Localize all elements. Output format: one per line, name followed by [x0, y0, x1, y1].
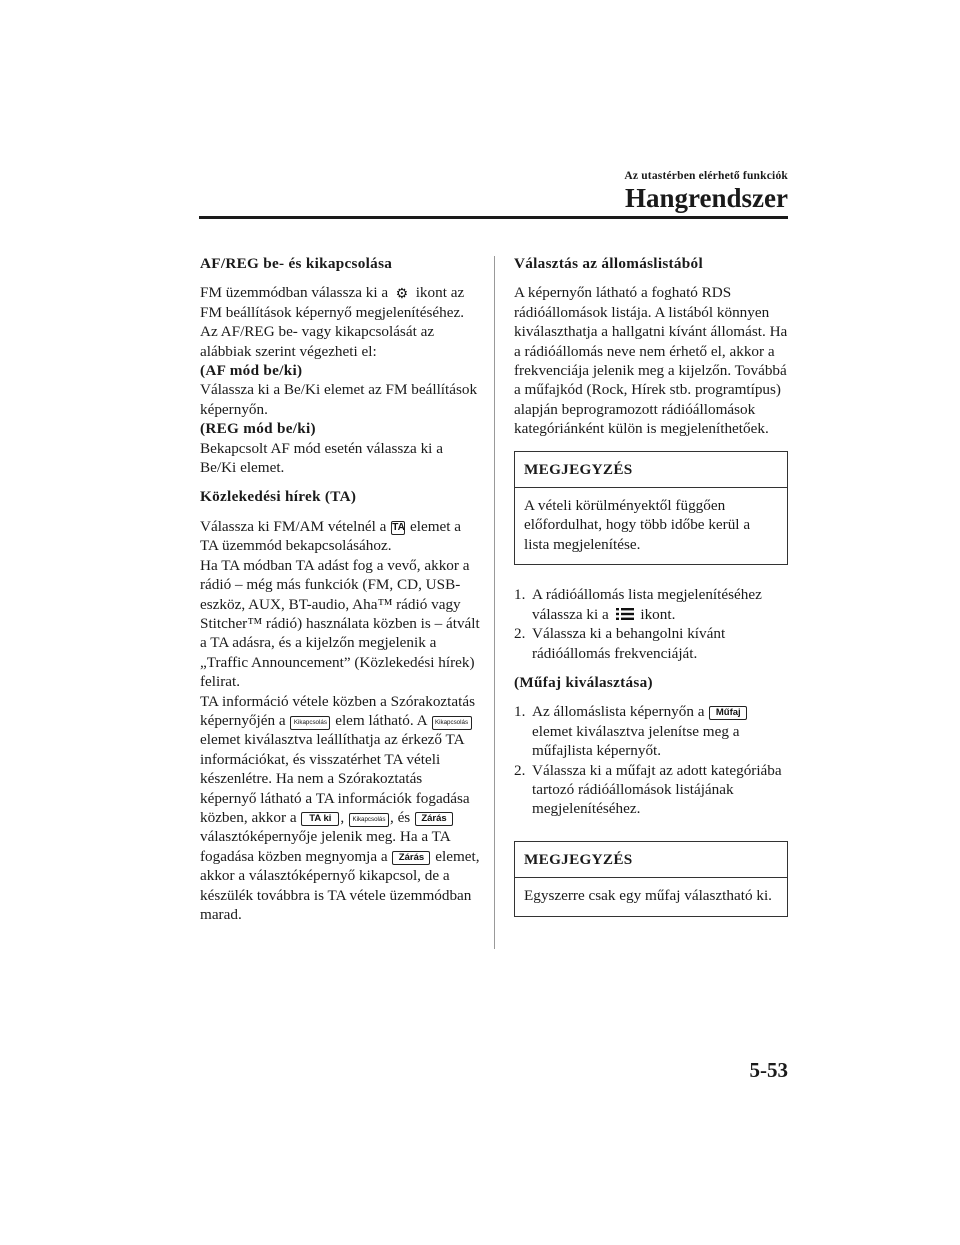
- text: FM üzemmódban válassza ki a: [200, 284, 392, 302]
- mufaj-button-icon: Műfaj: [709, 706, 747, 720]
- list-number: 1.: [514, 586, 526, 604]
- header-subtitle: Az utastérben elérhető funkciók: [624, 170, 788, 182]
- kikapcsolas-button-icon: Kikapcsolás: [349, 813, 389, 827]
- subheading-af-mode: (AF mód be/ki): [200, 362, 303, 380]
- column-divider: [494, 256, 495, 949]
- paragraph: [200, 517, 482, 556]
- list-item: [514, 585, 788, 624]
- kikapcsolas-button-icon: Kikapcsolás: [290, 716, 330, 730]
- list-text: Válassza ki a műfajt az adott kategóriába tartozó rádióállomások listájának megjelenítéséhez.: [532, 761, 782, 818]
- text: elemet a TA üzemmód bekapcsolásához.: [200, 517, 462, 555]
- text: választóképernyője jelenik meg. Ha a TA fogadása közben megnyomja a: [200, 828, 450, 865]
- left-column: [200, 254, 482, 924]
- note-title: MEGJEGYZÉS: [515, 842, 787, 878]
- text: TA információ vétele közben a Szórakoztatás képernyőjén a: [200, 692, 475, 729]
- note-box: [514, 451, 788, 566]
- list-number: 2.: [514, 761, 526, 779]
- list-number: 1.: [514, 703, 526, 721]
- text: ,: [340, 808, 348, 826]
- text: ikont az FM beállítások képernyő megjelenítéséhez. Az AF/REG be- vagy kikapcsolását az alábbiak szerint végezheti el:: [200, 284, 465, 360]
- section-heading-af-reg: AF/REG be- és kikapcsolása: [200, 255, 393, 272]
- header-rule: [199, 216, 788, 219]
- zaras-button-icon: Zárás: [392, 851, 430, 865]
- right-column: [514, 254, 788, 917]
- list-icon: [614, 608, 636, 620]
- paragraph: Válassza ki a Be/Ki elemet az FM beállítások képernyőn.: [200, 381, 478, 418]
- note-text: A vételi körülményektől függően előfordulhat, hogy több időbe kerül a lista megjelenítése.: [524, 497, 751, 553]
- text: elemet kiválasztva leállíthatja az érkező TA információkat, és visszatérhet TA vételi készenlétre. Ha nem a Szórakoztatás képernyő látható a TA információk fogadása közben, akkor a: [200, 731, 470, 826]
- subheading-genre: (Műfaj kiválasztása): [514, 673, 653, 691]
- text: A rádióállomás lista megjelenítéséhez válassza ki a: [532, 586, 762, 623]
- list-item: [514, 624, 788, 663]
- text: elemet kiválasztva jelenítse meg a műfajlista képernyőt.: [532, 722, 740, 760]
- note-title: MEGJEGYZÉS: [515, 452, 787, 488]
- zaras-button-icon: Zárás: [415, 812, 453, 826]
- text: ikont.: [636, 605, 676, 623]
- kikapcsolas-button-icon: Kikapcsolás: [432, 716, 472, 730]
- note-text: Egyszerre csak egy műfaj választható ki.: [524, 887, 772, 905]
- page-title: Hangrendszer: [625, 183, 788, 213]
- text: , és: [389, 808, 415, 826]
- list-text: [532, 702, 788, 760]
- gear-icon: ⚙: [393, 286, 411, 300]
- note-box: [514, 841, 788, 917]
- paragraph: Ha TA módban TA adást fog a vevő, akkor a rádió – még más funkciók (FM, CD, USB-eszköz, AUX, BT-audio, Aha™ rádió vagy Stitcher™ rádió) használata közben is – átvált a TA adásra, és a kijelzőn megjelenik a „Traffic Announcement” (Közlekedési hírek) felirat.: [200, 556, 480, 691]
- subheading-reg-mode: (REG mód be/ki): [200, 420, 316, 438]
- text: Az állomáslista képernyőn a: [532, 703, 709, 721]
- ta-button-icon: TA: [392, 521, 405, 533]
- paragraph: [200, 283, 482, 361]
- ta-ki-button-icon: TA ki: [301, 812, 339, 826]
- text: Válassza ki FM/AM vételnél a: [200, 517, 391, 535]
- section-heading-ta: Közlekedési hírek (TA): [200, 488, 357, 506]
- paragraph: [200, 692, 482, 925]
- text: elemet, akkor a választóképernyő kikapcsol, de a készülék továbbra is TA vétele üzemmódban marad.: [200, 847, 480, 923]
- page-number: 5-53: [749, 1058, 788, 1082]
- list-text: Válassza ki a behangolni kívánt rádióállomás frekvenciáját.: [532, 625, 726, 662]
- list-number: 2.: [514, 625, 526, 643]
- list-item: [514, 761, 788, 819]
- paragraph: Bekapcsolt AF mód esetén válassza ki a Be/Ki elemet.: [200, 439, 443, 477]
- list-item: [514, 702, 788, 760]
- section-heading-station-list: Választás az állomáslistából: [514, 255, 703, 272]
- list-text: [532, 585, 788, 624]
- text: elem látható. A: [331, 711, 431, 729]
- paragraph: A képernyőn látható a fogható RDS rádióállomások listája. A listából könnyen kiválaszthatja a hallgatni kívánt állomást. Ha a rádióállomás neve nem érhető el, akkor a frekvenciája jelenik meg a kijelzőn. Továbbá a műfajkód (Rock, Hírek stb. programtípus) alapján beprogramozott rádióállomások kategóriánként külön is megjeleníthetőek.: [514, 284, 788, 438]
